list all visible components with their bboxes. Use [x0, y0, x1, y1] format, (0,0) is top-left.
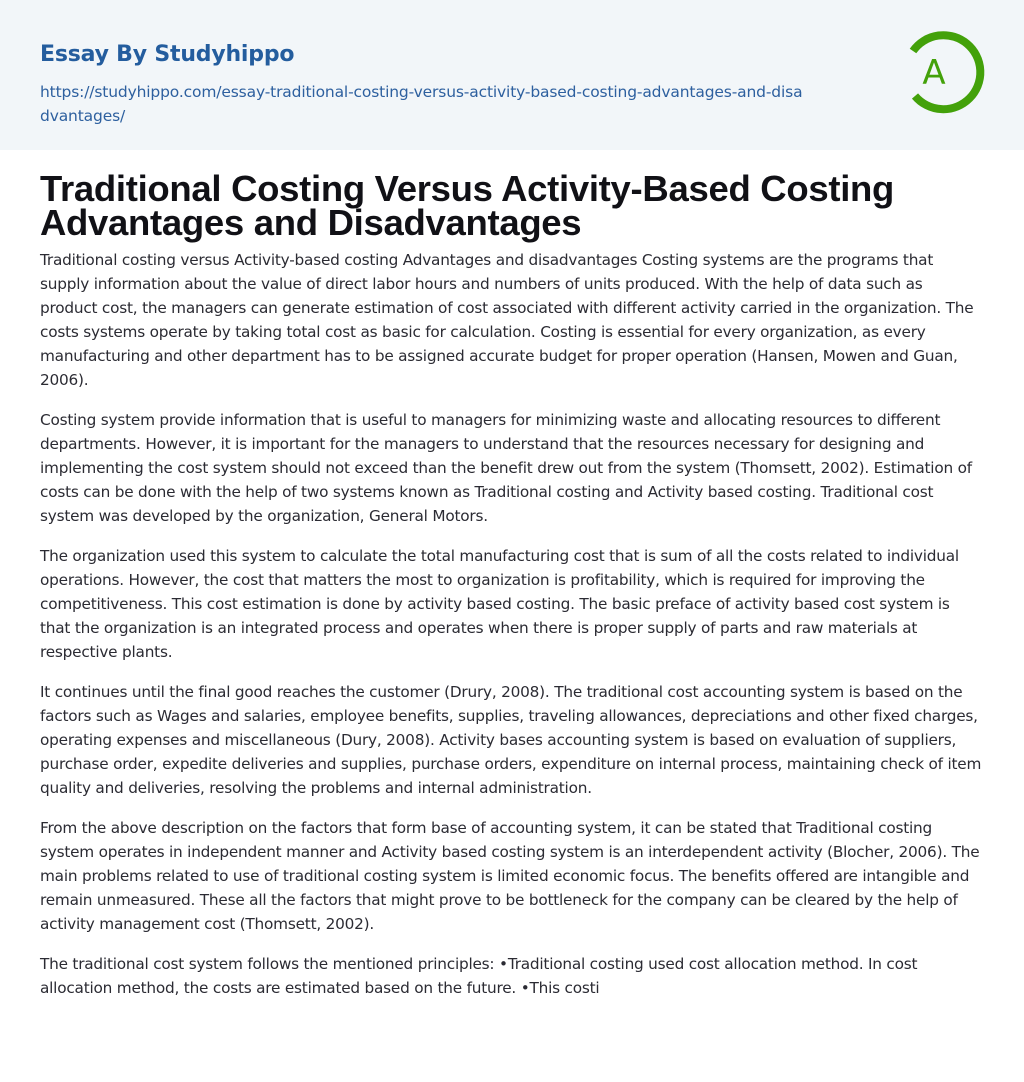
article-paragraph: The traditional cost system follows the mentioned principles: •Traditional costing used cost allocation method. In cost allocation method, the costs are estimated based on the future. •This costi: [40, 955, 918, 997]
site-header: [0, 0, 1024, 150]
article-paragraph: From the above description on the factors that form base of accounting system, it can be stated that Traditional costing system operates in independent manner and Activity based costing system is an interdependent activity (Blocher, 2006). The main problems related to use of traditional costing system is limited economic focus. The benefits offered are intangible and remain unmeasured. These all the factors that might prove to be bottleneck for the company can be cleared by the help of activity management cost (Thomsett, 2002).: [40, 819, 980, 933]
article-container: [0, 168, 1024, 1000]
article-body: [40, 248, 984, 1000]
source-url-link[interactable]: https://studyhippo.com/essay-traditional-costing-versus-activity-based-costing-advantages-and-disadvantages/: [40, 83, 803, 125]
article-paragraph: The organization used this system to calculate the total manufacturing cost that is sum of all the costs related to individual operations. However, the cost that matters the most to organization is profitability, which is required for improving the competitiveness. This cost estimation is done by activity based costing. The basic preface of activity based cost system is that the organization is an integrated process and operates when there is proper supply of parts and raw materials at respective plants.: [40, 547, 959, 661]
logo-ring-icon: [907, 29, 985, 115]
article-paragraph: Costing system provide information that is useful to managers for minimizing waste and allocating resources to different departments. However, it is important for the managers to understand that the resources necessary for designing and implementing the cost system should not exceed than the benefit drew out from the system (Thomsett, 2002). Estimation of costs can be done with the help of two systems known as Traditional costing and Activity based costing. Traditional cost system was developed by the organization, General Motors.: [40, 411, 972, 525]
logo-letter: A: [922, 53, 946, 93]
studyhippo-logo-icon[interactable]: [907, 29, 985, 115]
article-paragraph: Traditional costing versus Activity-based costing Advantages and disadvantages Costing systems are the programs that supply information about the value of direct labor hours and numbers of units produced. With the help of data such as product cost, the managers can generate estimation of cost associated with different activity carried in the organization. The costs systems operate by taking total cost as basic for calculation. Costing is essential for every organization, as every manufacturing and other department has to be assigned accurate budget for proper operation (Hansen, Mowen and Guan, 2006).: [40, 251, 974, 389]
brand-title: Essay By Studyhippo: [40, 42, 295, 67]
article-paragraph: It continues until the final good reaches the customer (Drury, 2008). The traditional cost accounting system is based on the factors such as Wages and salaries, employee benefits, supplies, traveling allowances, depreciations and other fixed charges, operating expenses and miscellaneous (Dury, 2008). Activity bases accounting system is based on evaluation of suppliers, purchase order, expedite deliveries and supplies, purchase orders, expenditure on internal process, maintaining check of item quality and deliveries, resolving the problems and internal administration.: [40, 683, 982, 797]
page-title: Traditional Costing Versus Activity-Based Costing Advantages and Disadvantages: [40, 168, 895, 243]
